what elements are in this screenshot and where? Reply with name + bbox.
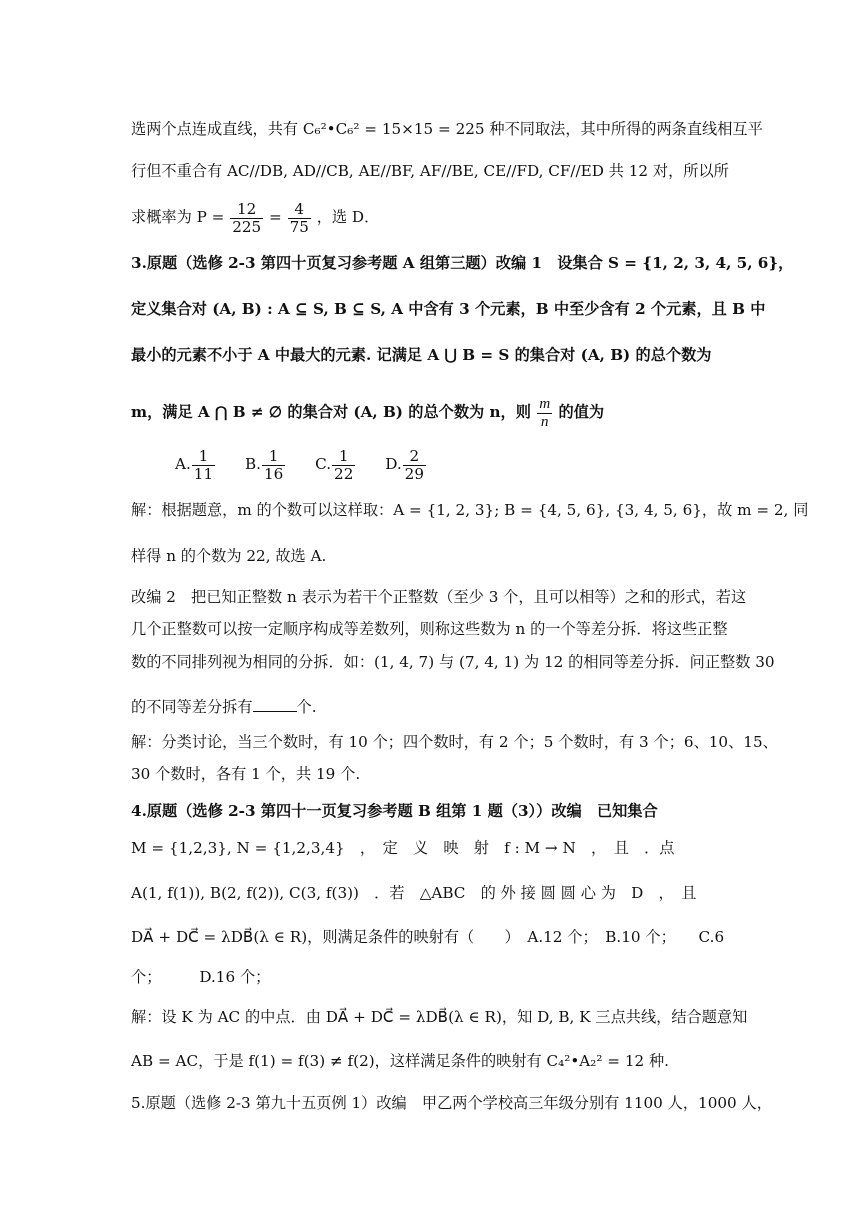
option-label: A. bbox=[175, 455, 191, 473]
problem-heading: 4.原题（选修 2-3 第四十一页复习参考题 B 组第 1 题（3））改编 已知集合 bbox=[131, 802, 658, 820]
text-line: 几个正整数可以按一定顺序构成等差数列，则称这些数为 n 的一个等差分拆．将这些正整 bbox=[131, 620, 728, 638]
problem-heading: 3.原题（选修 2-3 第四十页复习参考题 A 组第三题）改编 1 设集合 S = {1, 2, 3, 4, 5, 6}， bbox=[131, 254, 794, 272]
numerator: 1 bbox=[332, 448, 355, 466]
option-d bbox=[385, 446, 427, 482]
fraction bbox=[288, 201, 311, 235]
fraction bbox=[230, 201, 263, 235]
solution-line: 解：设 K 为 AC 的中点．由 DA⃗ + DC⃗ = λDB⃗(λ ∈ R)，知 D, B, K 三点共线，结合题意知 bbox=[131, 1008, 748, 1026]
denominator: 22 bbox=[334, 464, 354, 483]
text-line: 个； D.16 个； bbox=[131, 968, 271, 986]
text-line: A(1, f(1)), B(2, f(2)), C(3, f(3)) ．若 △ABC 的 外 接 圆 圆 心 为 D ， 且 bbox=[131, 884, 697, 902]
text-line: 选两个点连成直线，共有 C₆²•C₆² = 15×15 = 225 种不同取法，其中所得的两条直线相互平 bbox=[131, 120, 763, 138]
option-label: C. bbox=[315, 455, 332, 473]
text-span: m，满足 A ⋂ B ≠ ∅ 的集合对 (A, B) 的总个数为 n，则 bbox=[131, 403, 531, 421]
denominator: 16 bbox=[263, 464, 284, 483]
fraction bbox=[403, 448, 426, 482]
text-line: 30 个数时，各有 1 个，共 19 个. bbox=[131, 765, 361, 783]
equals-sign: = bbox=[269, 208, 282, 226]
probability-line bbox=[131, 197, 731, 241]
text-line: 最小的元素不小于 A 中最大的元素. 记满足 A ⋃ B = S 的集合对 (A, B) 的总个数为 bbox=[131, 346, 712, 364]
text-line: M = {1,2,3}, N = {1,2,3,4} ， 定 义 映 射 f : M → N ， 且 ．点 bbox=[131, 839, 675, 857]
variant-heading: 改编 2 把已知正整数 n 表示为若干个正整数（至少 3 个，且可以相等）之和的形式，若这 bbox=[131, 588, 747, 606]
text-line: 行但不重合有 AC//DB, AD//CB, AE//BF, AF//BE, CE//FD, CF//ED 共 12 对，所以所 bbox=[131, 162, 729, 180]
numerator: m bbox=[539, 394, 551, 412]
text-span: 的值为 bbox=[558, 403, 605, 421]
numerator: 2 bbox=[403, 448, 426, 466]
denominator: 225 bbox=[232, 217, 262, 236]
problem-heading: 5.原题（选修 2-3 第九十五页例 1）改编 甲乙两个学校高三年级分别有 1100 人，1000 人， bbox=[131, 1094, 772, 1112]
question-line bbox=[131, 392, 731, 438]
options-row bbox=[175, 446, 775, 486]
denominator: 75 bbox=[289, 217, 309, 236]
text-span: ，选 D． bbox=[316, 208, 380, 226]
text-line bbox=[131, 696, 731, 718]
numerator: 12 bbox=[230, 201, 263, 219]
denominator: 11 bbox=[193, 464, 214, 483]
fraction bbox=[262, 448, 285, 482]
option-c bbox=[315, 446, 356, 482]
option-b bbox=[245, 446, 286, 482]
denominator: n bbox=[540, 412, 549, 430]
numerator: 4 bbox=[288, 201, 311, 219]
fraction bbox=[537, 396, 552, 430]
numerator: 1 bbox=[262, 448, 285, 466]
option-label: B. bbox=[244, 455, 261, 473]
option-label: D. bbox=[385, 455, 402, 473]
numerator: 1 bbox=[192, 448, 215, 466]
text-span: 的不同等差分拆有 bbox=[131, 698, 253, 716]
text-span: 求概率为 P = bbox=[131, 208, 225, 226]
text-line: 样得 n 的个数为 22, 故选 A. bbox=[131, 547, 327, 565]
solution-line: 解：分类讨论，当三个数时，有 10 个；四个数时，有 2 个；5 个数时，有 3 个；6、10、15、 bbox=[131, 733, 778, 751]
text-line: 定义集合对 (A, B) : A ⊆ S, B ⊆ S, A 中含有 3 个元素，B 中至少含有 2 个元素，且 B 中 bbox=[131, 300, 766, 318]
text-line: DA⃗ + DC⃗ = λDB⃗(λ ∈ R)，则满足条件的映射有（ ） A.12 个； B.10 个； C.6 bbox=[131, 928, 725, 946]
text-line: AB = AC，于是 f(1) = f(3) ≠ f(2)，这样满足条件的映射有 C₄²•A₂² = 12 种. bbox=[131, 1052, 669, 1070]
option-a bbox=[175, 446, 216, 482]
denominator: 29 bbox=[404, 464, 424, 483]
fraction bbox=[332, 448, 355, 482]
text-span: 个. bbox=[296, 698, 317, 716]
text-line: 数的不同排列视为相同的分拆．如：(1, 4, 7) 与 (7, 4, 1) 为 12 的相同等差分拆．问正整数 30 bbox=[131, 653, 775, 671]
solution-line: 解：根据题意，m 的个数可以这样取：A = {1, 2, 3}; B = {4, 5, 6}, {3, 4, 5, 6}，故 m = 2, 同 bbox=[131, 501, 809, 519]
fraction bbox=[192, 448, 215, 482]
answer-blank bbox=[253, 697, 297, 712]
